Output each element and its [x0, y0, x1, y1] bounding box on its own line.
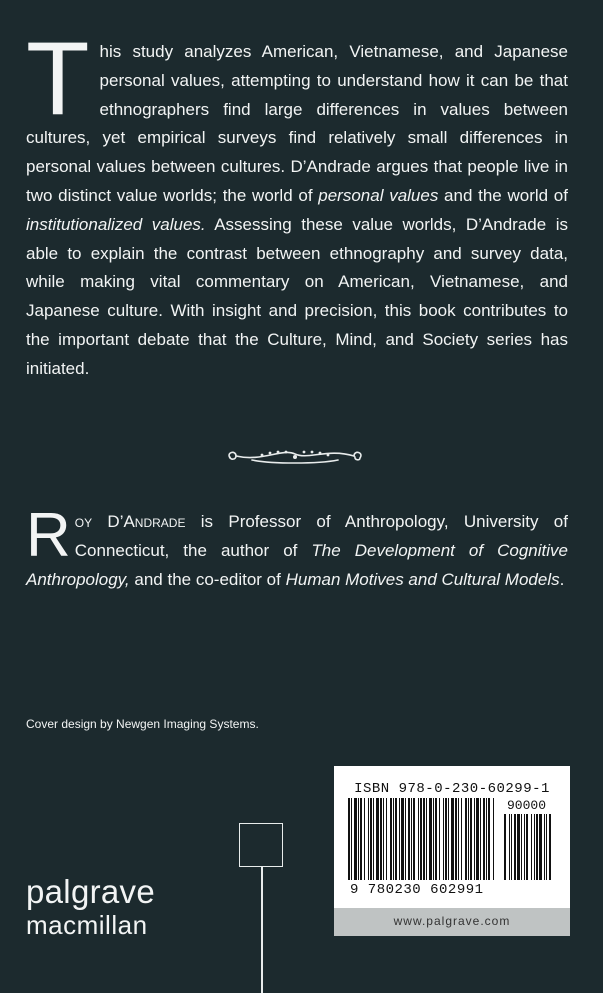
barcode-bar [465, 798, 467, 880]
barcode-bar [399, 798, 400, 880]
barcode-bar [476, 798, 479, 880]
barcode-addon-bar [536, 814, 538, 880]
publisher-logo-square-icon [239, 823, 283, 867]
barcode-bar [393, 798, 394, 880]
barcode-bar [390, 798, 392, 880]
barcode-bar [373, 798, 374, 880]
barcode-bar [376, 798, 379, 880]
barcode-addon-bar [539, 814, 542, 880]
barcode-bar [348, 798, 350, 880]
barcode-number: 9 780230 602991 [350, 882, 484, 898]
barcode-bar [395, 798, 397, 880]
barcode-bar [354, 798, 357, 880]
publisher-name-line2: macmillan [26, 910, 148, 940]
barcode-addon-bar [524, 814, 525, 880]
barcode-addon-bar [546, 814, 547, 880]
publisher-logo-line [261, 867, 263, 993]
barcode-bar [360, 798, 362, 880]
publisher-name-line1: palgrave [26, 873, 155, 910]
barcode-bar [493, 798, 494, 880]
barcode-bar [488, 798, 490, 880]
barcode-bar [439, 798, 440, 880]
barcode-addon-bar [504, 814, 506, 880]
blurb-text-2: and the world of [438, 185, 568, 205]
barcode-bar [401, 798, 404, 880]
blurb-emphasis-2: institutionalized values. [26, 214, 206, 234]
barcode-bar [408, 798, 410, 880]
blurb-text-1: his study analyzes American, Vietnamese, and Japanese personal values, attempting to understand how it can be that ethnographers find large differences in values between cultures, yet empirical surveys find relatively small differences in personal values between cultures. D’Andrade argues that people live in two distinct value worlds; the world of [26, 42, 568, 205]
barcode-bar [411, 798, 412, 880]
barcode-bar [426, 798, 427, 880]
bio-title-2: Human Motives and Cultural Models [285, 569, 560, 589]
barcode-addon-bar [544, 814, 545, 880]
barcode-bar [418, 798, 419, 880]
barcode-bar [433, 798, 434, 880]
barcode-bar [480, 798, 481, 880]
barcode-bar [448, 798, 449, 880]
barcode-bar [461, 798, 462, 880]
cover-credit: Cover design by Newgen Imaging Systems. [26, 717, 259, 731]
barcode-bar [458, 798, 459, 880]
barcode-panel [334, 766, 570, 936]
barcode-addon-bar [549, 814, 551, 880]
barcode-bar [386, 798, 387, 880]
barcode-bar [445, 798, 447, 880]
blurb-emphasis-1: personal values [318, 185, 439, 205]
barcode-addon-bar [534, 814, 535, 880]
barcode-addon-number: 90000 [507, 798, 547, 813]
barcode-addon-bar [509, 814, 510, 880]
barcode-bar [368, 798, 369, 880]
isbn-text: ISBN 978-0-230-60299-1 [354, 781, 550, 797]
barcode-bar [435, 798, 437, 880]
barcode-bar [470, 798, 472, 880]
barcode-bar [429, 798, 432, 880]
barcode-bar [364, 798, 365, 880]
barcode-bar [468, 798, 469, 880]
barcode-addon-bar [521, 814, 522, 880]
website-link: www.palgrave.com [393, 914, 511, 928]
barcode-bar [405, 798, 406, 880]
barcode-bar [370, 798, 372, 880]
blurb-paragraph [26, 21, 568, 384]
dropcap-r: R [26, 501, 71, 570]
barcode-bar [383, 798, 384, 880]
barcode-bar [486, 798, 487, 880]
blurb-text-3: Assessing these value worlds, D’Andrade is able to explain the contrast between ethnography and survey data, while making vital commentary on American, Vietnamese, and Japanese culture. With insight and precision, this book contributes to the important debate that the Culture, Mind, and Society series has initiated. [26, 214, 568, 378]
barcode-bar [413, 798, 415, 880]
barcode-addon-bar [526, 814, 528, 880]
bio-text-1: is Professor of Anthropology, University of Connecticut, the author of [74, 512, 568, 560]
barcode-addon-bar [531, 814, 532, 880]
barcode-bar [351, 798, 352, 880]
website-strip [334, 908, 570, 936]
barcode-bar [358, 798, 359, 880]
barcode-bar [443, 798, 444, 880]
barcode-bar [380, 798, 382, 880]
barcode-bar [423, 798, 425, 880]
barcode-bar [420, 798, 422, 880]
barcode-bar [455, 798, 457, 880]
dropcap-t: T [26, 21, 90, 137]
bio-title-1: The Development of Cognitive Anthropology, [26, 540, 568, 589]
author-name: oy D’Andrade [74, 512, 186, 531]
barcode-bar [483, 798, 485, 880]
author-bio [26, 501, 568, 594]
barcode-bar [474, 798, 475, 880]
flourish-ornament-icon [222, 444, 368, 468]
barcode-bar [451, 798, 454, 880]
bio-text-2: and the co-editor of [129, 569, 286, 589]
barcode-addon-bar [517, 814, 520, 880]
barcode-addon-bar [511, 814, 512, 880]
barcode-addon-bar [514, 814, 516, 880]
bio-text-3: . [559, 569, 565, 589]
